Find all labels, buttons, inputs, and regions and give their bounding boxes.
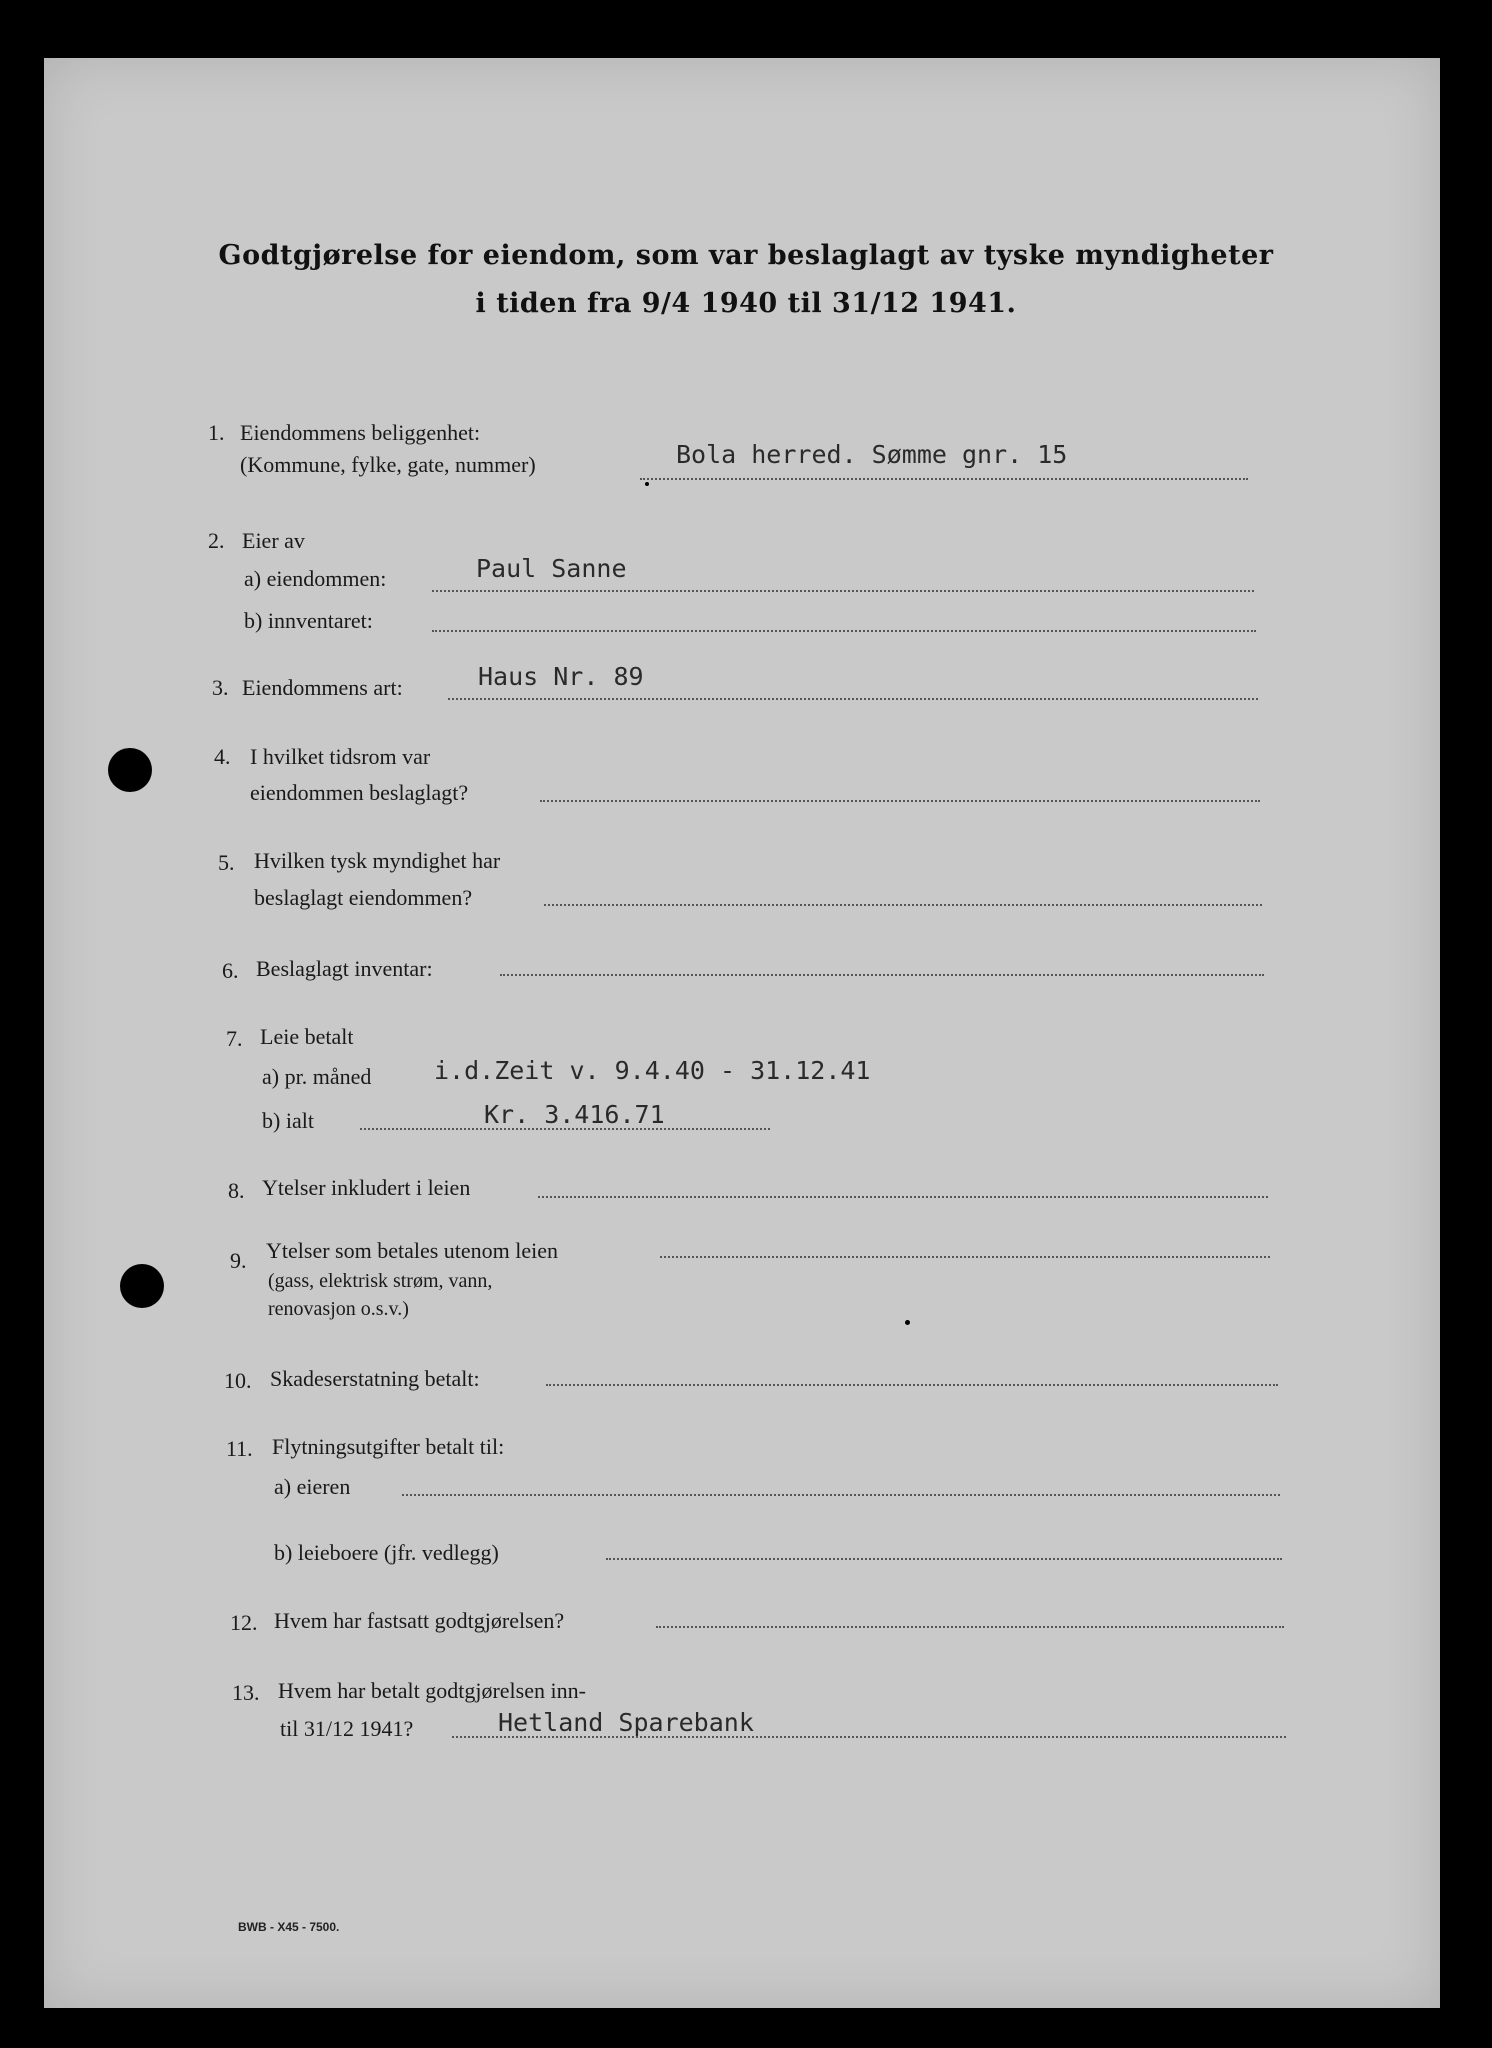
q11b-label: b) leieboere (jfr. vedlegg) — [274, 1540, 499, 1565]
q11a-label: a) eieren — [274, 1474, 351, 1499]
q9-label: Ytelser som betales utenom leien — [266, 1238, 559, 1263]
q2b-line — [432, 630, 1256, 632]
q11-label: Flytningsutgifter betalt til: — [272, 1434, 505, 1459]
q1-value[interactable]: Bola herred. Sømme gnr. 15 — [676, 440, 1068, 469]
q1-number: 1. — [208, 420, 225, 445]
q6-line — [500, 974, 1264, 976]
q9-line — [660, 1256, 1270, 1258]
q2b-label: b) innventaret: — [244, 608, 373, 633]
q8-label: Ytelser inkludert i leien — [262, 1175, 471, 1200]
q5-label: Hvilken tysk myndighet har — [254, 848, 501, 873]
q10-label: Skadeserstatning betalt: — [270, 1366, 480, 1391]
q3-line — [448, 698, 1258, 700]
q7b-value[interactable]: Kr. 3.416.71 — [484, 1100, 665, 1129]
q5-line — [544, 904, 1262, 906]
ink-speck — [905, 1320, 910, 1325]
q5-sublabel: beslaglagt eiendommen? — [254, 885, 473, 910]
q13-value[interactable]: Hetland Sparebank — [498, 1708, 754, 1737]
q3-value[interactable]: Haus Nr. 89 — [478, 662, 644, 691]
q3-number: 3. — [212, 675, 229, 700]
q2a-value[interactable]: Paul Sanne — [476, 554, 627, 583]
punch-hole-top — [108, 748, 152, 792]
q13-sublabel: til 31/12 1941? — [280, 1716, 414, 1741]
q5-number: 5. — [218, 850, 235, 875]
q10-number: 10. — [224, 1368, 252, 1393]
q9-sublabel-2: renovasjon o.s.v.) — [268, 1298, 409, 1320]
q2-label: Eier av — [242, 528, 305, 553]
q4-label: I hvilket tidsrom var — [250, 744, 431, 769]
q13-label: Hvem har betalt godtgjørelsen inn- — [278, 1678, 586, 1703]
q1-label: Eiendommens beliggenhet: — [240, 420, 481, 445]
print-code: BWB - X45 - 7500. — [238, 1920, 340, 1934]
form-title-line1: Godtgjørelse for eiendom, som var beslaglagt av tyske myndigheter — [218, 240, 1274, 271]
q7a-label: a) pr. måned — [262, 1064, 372, 1089]
q8-number: 8. — [228, 1178, 245, 1203]
q12-label: Hvem har fastsatt godtgjørelsen? — [274, 1608, 565, 1633]
q11-number: 11. — [226, 1436, 253, 1461]
q6-label: Beslaglagt inventar: — [256, 956, 433, 981]
q2-number: 2. — [208, 528, 225, 553]
q7b-label: b) ialt — [262, 1108, 314, 1133]
q7-number: 7. — [226, 1026, 243, 1051]
q7-label: Leie betalt — [260, 1024, 354, 1049]
q4-number: 4. — [214, 744, 231, 769]
ink-speck — [645, 482, 649, 486]
q9-number: 9. — [230, 1248, 247, 1273]
punch-hole-bottom — [120, 1264, 164, 1308]
q7a-value[interactable]: i.d.Zeit v. 9.4.40 - 31.12.41 — [434, 1056, 871, 1085]
q3-label: Eiendommens art: — [242, 675, 403, 700]
q2a-line — [432, 590, 1254, 592]
q11b-line — [606, 1558, 1282, 1560]
q9-sublabel-1: (gass, elektrisk strøm, vann, — [268, 1270, 493, 1292]
q12-line — [656, 1626, 1284, 1628]
q12-number: 12. — [230, 1610, 258, 1635]
q4-line — [540, 800, 1260, 802]
q13-number: 13. — [232, 1680, 260, 1705]
q1-line — [640, 478, 1248, 480]
q4-sublabel: eiendommen beslaglagt? — [250, 780, 469, 805]
q11a-line — [402, 1494, 1280, 1496]
q6-number: 6. — [222, 958, 239, 983]
q8-line — [538, 1196, 1268, 1198]
q1-sublabel: (Kommune, fylke, gate, nummer) — [240, 452, 536, 477]
q2a-label: a) eiendommen: — [244, 566, 387, 591]
form-title-line2: i tiden fra 9/4 1940 til 31/12 1941. — [475, 288, 1017, 319]
q10-line — [546, 1384, 1278, 1386]
